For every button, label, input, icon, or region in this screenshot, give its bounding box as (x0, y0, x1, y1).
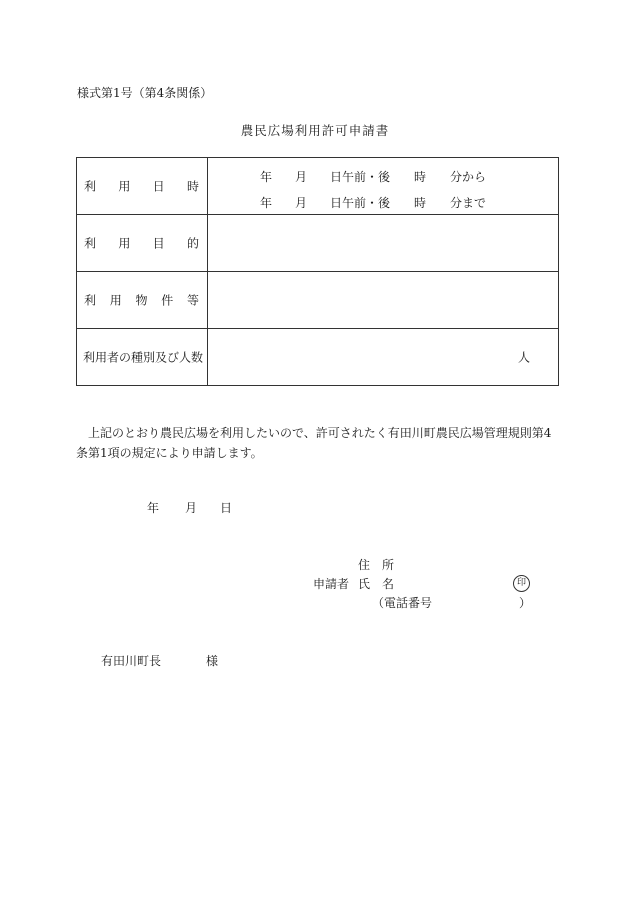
form-number: 様式第1号（第4条関係） (77, 86, 213, 100)
until-day-ampm-unit: 日午前・後 (330, 196, 391, 210)
table-row-user-type-count (77, 329, 558, 385)
label-cell (77, 329, 208, 385)
seal-icon: 印 (513, 575, 530, 592)
from-year-unit: 年 (260, 170, 273, 184)
usage-purpose-label: 利用目的 (84, 236, 199, 251)
phone-close-paren: ） (519, 596, 532, 610)
from-minute-unit: 分から (450, 170, 487, 184)
user-type-count-label: 利用者の種別及び人数 (83, 350, 204, 365)
table-row-usage-purpose (77, 215, 558, 272)
label-cell (77, 272, 208, 328)
person-unit: 人 (517, 350, 530, 365)
applicant-label: 申請者 (313, 577, 350, 591)
name-label: 氏 名 (358, 577, 395, 591)
date-month-unit: 月 (185, 501, 198, 515)
from-day-ampm-unit: 日午前・後 (330, 170, 391, 184)
from-hour-unit: 時 (414, 170, 427, 184)
application-statement: 上記のとおり農民広場を利用したいので、許可されたく有田川町農民広場管理規則第4条第1項の規定により申請します。 (76, 426, 552, 460)
recipient-honorific: 様 (206, 654, 219, 668)
table-row-usage-property (77, 272, 558, 329)
until-minute-unit: 分まで (450, 196, 487, 210)
address-label: 住 所 (358, 558, 395, 572)
usage-datetime-label: 利用日時 (84, 179, 199, 194)
until-month-unit: 月 (295, 196, 308, 210)
phone-label: （電話番号 (372, 596, 433, 610)
label-cell (77, 158, 208, 214)
application-table (76, 157, 559, 386)
usage-purpose-field[interactable] (208, 215, 558, 271)
until-year-unit: 年 (260, 196, 273, 210)
date-year-unit: 年 (147, 501, 160, 515)
until-hour-unit: 時 (414, 196, 427, 210)
usage-property-label: 利用物件等 (84, 293, 199, 308)
usage-datetime-field[interactable] (208, 158, 558, 214)
usage-property-field[interactable] (208, 272, 558, 328)
from-month-unit: 月 (295, 170, 308, 184)
recipient-name: 有田川町長 (101, 654, 162, 668)
document-title: 農民広場利用許可申請書 (240, 123, 390, 138)
user-type-count-field[interactable] (208, 329, 558, 385)
date-day-unit: 日 (220, 501, 233, 515)
table-row-usage-datetime (77, 158, 558, 215)
label-cell (77, 215, 208, 271)
